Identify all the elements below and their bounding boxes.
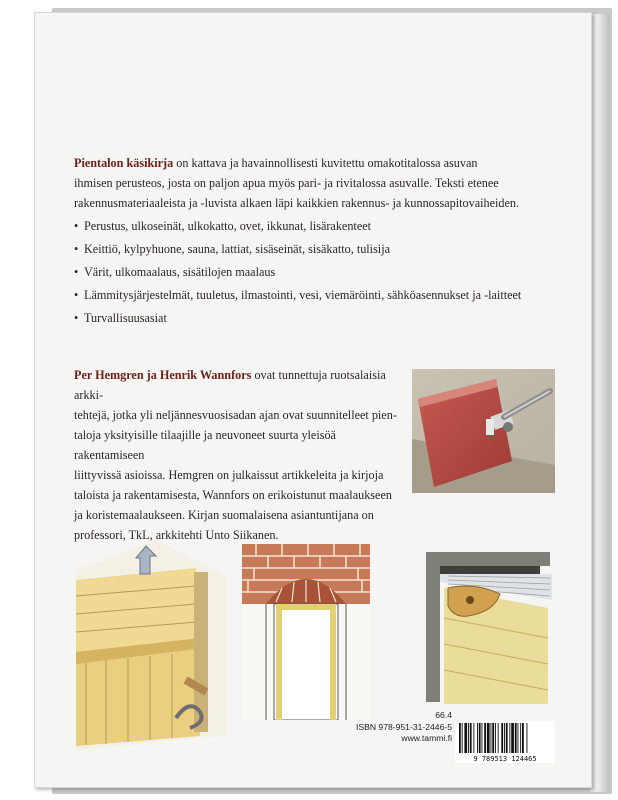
barcode-bar [468, 723, 469, 753]
barcode-bar [501, 723, 503, 753]
intro-line-1: on kattava ja havainnollisesti kuvitettu omakotitalossa asuvan [173, 156, 478, 170]
authors-text [74, 365, 404, 545]
topic-item: • Värit, ulkomaalaus, sisätilojen maalaus [74, 262, 554, 282]
publication-info [356, 710, 452, 745]
topic-item: • Keittiö, kylpyhuone, sauna, lattiat, sisäseinät, sisäkatto, tulisija [74, 239, 554, 259]
barcode-bar [504, 723, 505, 753]
authors-paragraph: Per Hemgren ja Henrik Wannfors ovat tunnettuja ruotsalaisia arkki- tehtejä, jotka yli neljännesvuosisadan ajan ovat suunnitelleet pien- taloja yksityisille tilaajille ja neuvoneet suurta yleisöä rakentamiseen liittyvissä asioissa. Hemgren on julkaissut artikkeleita ja kirjoja taloista ja rakentamisesta, Wannfors on erikoistunut maalaukseen ja koristemaalaukseen. Kirjan suomalaisena asiantuntijana on professori, TkL, arkkitehti Unto Siikanen. [74, 368, 397, 542]
book-edge [590, 14, 610, 792]
barcode-bar [518, 723, 519, 753]
barcode-digits: 9 789513 124465 [473, 755, 537, 763]
bullet-icon: • [74, 265, 79, 279]
barcode-bar [495, 723, 496, 753]
isbn-barcode [455, 721, 555, 763]
publisher-website: www.tammi.fi [401, 733, 452, 743]
barcode-bar [487, 723, 490, 753]
topic-item: • Turvallisuusasiat [74, 308, 554, 328]
topic-list [74, 216, 554, 328]
barcode-bar [459, 723, 461, 753]
barcode-bar [509, 723, 510, 753]
topic-item: • Perustus, ulkoseinät, ulkokatto, ovet, ikkunat, lisärakenteet [74, 216, 554, 236]
barcode-bar [492, 723, 494, 753]
brick-arch-drawing [242, 544, 370, 720]
barcode-bar [506, 723, 508, 753]
barcode-bar [470, 723, 472, 753]
barcode-bar [462, 723, 463, 753]
barcode-bar [515, 723, 517, 753]
barcode-bar [464, 723, 467, 753]
paint-tool-photo [412, 369, 555, 493]
bullet-icon: • [74, 311, 79, 325]
isbn: ISBN 978-951-31-2446-5 [355, 721, 452, 732]
bullet-icon: • [74, 242, 79, 256]
intro-line-2: ihmisen perusteos, josta on paljon apua myös pari- ja rivitalossa asuvalle. Teksti etenee [74, 176, 499, 190]
intro-text [74, 153, 554, 328]
barcode-bar [498, 723, 499, 753]
barcode-bar [482, 723, 483, 753]
book-title: Pientalon käsikirja [74, 156, 174, 170]
intro-paragraph [74, 153, 554, 213]
barcode-bar [479, 723, 481, 753]
barcode-bar [491, 723, 492, 753]
bullet-icon: • [74, 219, 79, 233]
class-code: 66.4 [435, 710, 452, 720]
wall-cladding-drawing [76, 540, 226, 750]
barcode-bar [484, 723, 486, 753]
barcode-bar [522, 723, 524, 753]
barcode-bar [520, 723, 521, 753]
barcode-bar [477, 723, 478, 753]
barcode-bar [511, 723, 514, 753]
barcode-bar [527, 723, 528, 753]
eave-detail-drawing [418, 548, 558, 706]
topic-item: • Lämmitysjärjestelmät, tuuletus, ilmastointi, vesi, viemäröinti, sähköasennukset ja -laitteet [74, 285, 554, 305]
barcode-icon [455, 721, 555, 763]
author-names: Per Hemgren ja Henrik Wannfors [74, 368, 252, 382]
intro-line-3: rakennusmateriaaleista ja -luvista alkaen läpi kaikkien rakennus- ja kunnossapitovaiheiden. [74, 196, 520, 210]
barcode-bar [473, 723, 474, 753]
bullet-icon: • [74, 288, 79, 302]
